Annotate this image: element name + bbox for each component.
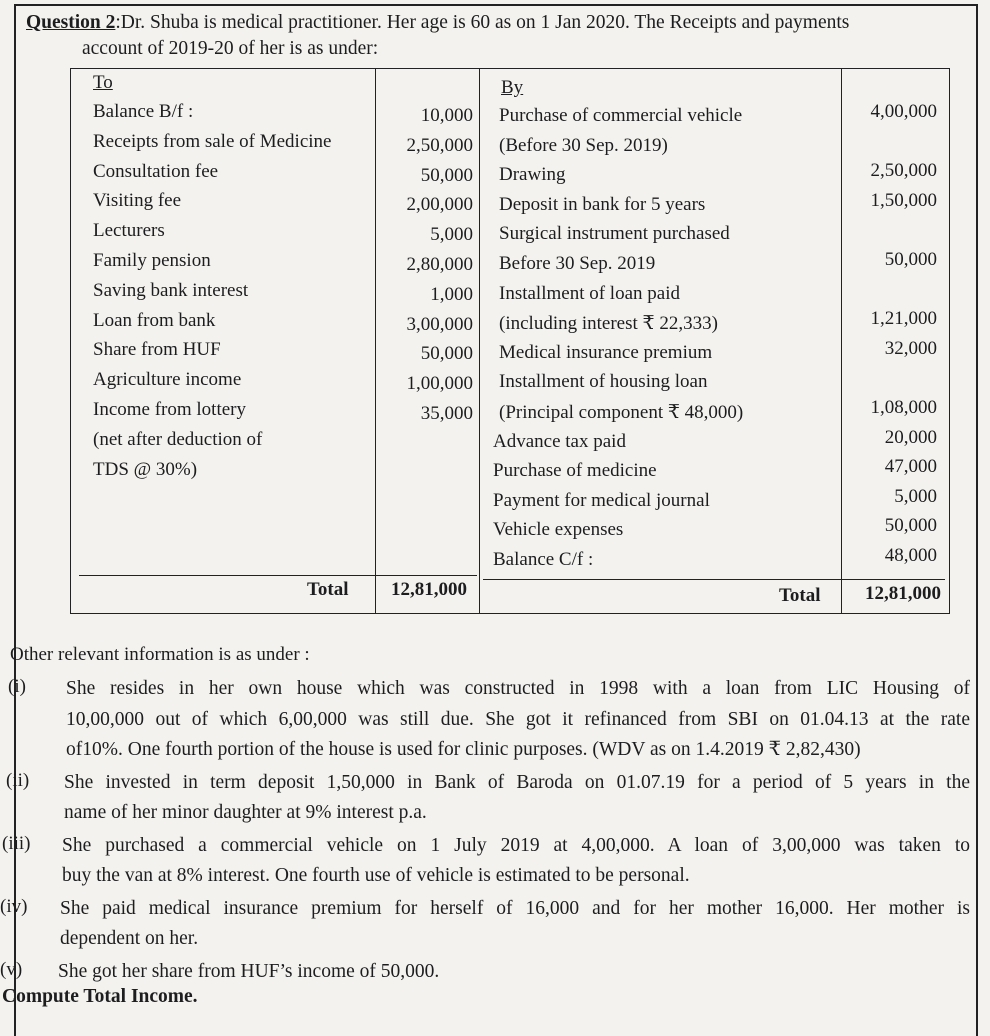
payment-label: Deposit in bank for 5 years bbox=[499, 193, 706, 215]
payment-label: Advance tax paid bbox=[493, 430, 626, 452]
payment-label: Drawing bbox=[499, 164, 566, 186]
receipt-label: Lecturers bbox=[93, 220, 165, 242]
receipt-amount: 5,000 bbox=[430, 224, 473, 246]
info-item-number: (i) bbox=[8, 676, 26, 697]
receipt-label: Share from HUF bbox=[93, 339, 221, 361]
receipt-label: (net after deduction of bbox=[93, 428, 263, 450]
info-item-line: She resides in her own house which was constructed in 1998 with a loan from LIC Housing of bbox=[66, 678, 970, 699]
payment-label: Payment for medical journal bbox=[493, 489, 710, 511]
info-item-line: 10,00,000 out of which 6,00,000 was still due. She got it refinanced from SBI on 01.04.13 at the rate bbox=[66, 708, 970, 730]
info-item-line: dependent on her. bbox=[60, 928, 199, 949]
receipt-amount: 50,000 bbox=[420, 343, 473, 365]
payment-amount: 5,000 bbox=[894, 485, 937, 507]
question-text-line2: account of 2019-20 of her is as under: bbox=[82, 37, 379, 59]
receipt-amount: 2,00,000 bbox=[406, 194, 473, 216]
receipt-amount: 3,00,000 bbox=[406, 313, 473, 335]
payment-label: Surgical instrument purchased bbox=[499, 223, 730, 245]
payments-total-label: Total bbox=[779, 585, 821, 606]
info-item-line: She invested in term deposit 1,50,000 in Bank of Baroda on 01.07.19 for a period of 5 years in the bbox=[64, 771, 970, 793]
receipts-payments-account bbox=[70, 68, 950, 614]
payment-label: (Principal component ₹ 48,000) bbox=[499, 402, 744, 423]
receipt-amount: 35,000 bbox=[420, 403, 473, 424]
info-item-line: She got her share from HUF’s income of 50,000. bbox=[58, 960, 440, 982]
payment-amount: 1,08,000 bbox=[870, 397, 937, 418]
compute-instruction: Compute Total Income. bbox=[2, 986, 198, 1007]
payment-label: Purchase of medicine bbox=[493, 460, 657, 482]
payment-label: Before 30 Sep. 2019 bbox=[499, 253, 656, 274]
receipt-label: Loan from bank bbox=[93, 309, 216, 331]
payments-total-rule bbox=[483, 579, 945, 580]
payment-label: Balance C/f : bbox=[493, 549, 594, 570]
info-item-line: buy the van at 8% interest. One fourth use of vehicle is estimated to be personal. bbox=[62, 865, 690, 886]
payment-amount: 1,50,000 bbox=[870, 189, 937, 211]
payment-label: Installment of loan paid bbox=[499, 282, 680, 304]
question-label: Question 2 bbox=[26, 12, 116, 33]
payment-amount: 32,000 bbox=[884, 337, 937, 359]
receipt-amount: 1,00,000 bbox=[406, 373, 473, 395]
receipt-label: Receipts from sale of Medicine bbox=[93, 130, 332, 152]
receipt-label: Consultation fee bbox=[93, 160, 219, 182]
receipt-amount: 1,000 bbox=[430, 283, 473, 305]
payment-label: Vehicle expenses bbox=[493, 519, 624, 541]
payment-amount: 50,000 bbox=[884, 249, 937, 270]
payment-amount: 20,000 bbox=[884, 426, 937, 448]
payment-label: Installment of housing loan bbox=[499, 371, 708, 393]
receipt-label: Balance B/f : bbox=[93, 101, 194, 122]
receipt-label: Agriculture income bbox=[93, 369, 242, 391]
receipt-amount: 50,000 bbox=[420, 164, 473, 186]
payment-amount: 48,000 bbox=[884, 545, 937, 566]
payment-amount: 50,000 bbox=[884, 515, 937, 537]
receipt-amount: 10,000 bbox=[420, 105, 473, 126]
info-item-number: (ii) bbox=[6, 769, 30, 791]
question-text-line1: :Dr. Shuba is medical practitioner. Her age is 60 as on 1 Jan 2020. The Receipts and payments bbox=[115, 12, 850, 33]
info-item-number: (iv) bbox=[0, 895, 28, 917]
payment-amount: 47,000 bbox=[884, 456, 937, 478]
payment-amount: 4,00,000 bbox=[870, 101, 937, 122]
receipts-total-amount: 12,81,000 bbox=[391, 579, 467, 600]
payment-label: Medical insurance premium bbox=[499, 341, 713, 363]
receipts-total-label: Total bbox=[307, 579, 349, 600]
info-item-line: of10%. One fourth portion of the house is used for clinic purposes. (WDV as on 1.4.2019 ₹ 2,82,430) bbox=[66, 739, 861, 760]
receipt-label: Visiting fee bbox=[93, 190, 182, 212]
info-item-line: name of her minor daughter at 9% interest p.a. bbox=[64, 802, 427, 823]
receipt-label: Income from lottery bbox=[93, 399, 247, 420]
payments-total-amount: 12,81,000 bbox=[865, 583, 941, 604]
receipt-label: Saving bank interest bbox=[93, 279, 249, 301]
info-item-number: (v) bbox=[0, 958, 23, 980]
receipt-amount: 2,80,000 bbox=[406, 254, 473, 275]
question-heading bbox=[26, 10, 976, 61]
payment-label: (including interest ₹ 22,333) bbox=[499, 313, 718, 335]
info-item-line: She paid medical insurance premium for herself of 16,000 and for her mother 16,000. Her mother is bbox=[60, 897, 970, 919]
receipts-side bbox=[71, 69, 479, 613]
payments-side bbox=[479, 69, 949, 613]
receipt-label: TDS @ 30%) bbox=[93, 458, 198, 480]
payment-label: Purchase of commercial vehicle bbox=[499, 105, 743, 126]
info-item-line: She purchased a commercial vehicle on 1 July 2019 at 4,00,000. A loan of 3,00,000 was taken to bbox=[62, 834, 970, 856]
payment-amount: 1,21,000 bbox=[870, 308, 937, 330]
info-item-number: (iii) bbox=[2, 832, 31, 854]
receipt-label: Family pension bbox=[93, 250, 211, 271]
payment-label: (Before 30 Sep. 2019) bbox=[499, 134, 668, 156]
payments-header: By bbox=[501, 77, 524, 98]
payment-amount: 2,50,000 bbox=[870, 160, 937, 182]
receipts-total-rule bbox=[79, 575, 477, 576]
other-info-heading: Other relevant information is as under : bbox=[10, 644, 310, 665]
receipts-header: To bbox=[93, 72, 113, 93]
receipt-amount: 2,50,000 bbox=[406, 134, 473, 156]
